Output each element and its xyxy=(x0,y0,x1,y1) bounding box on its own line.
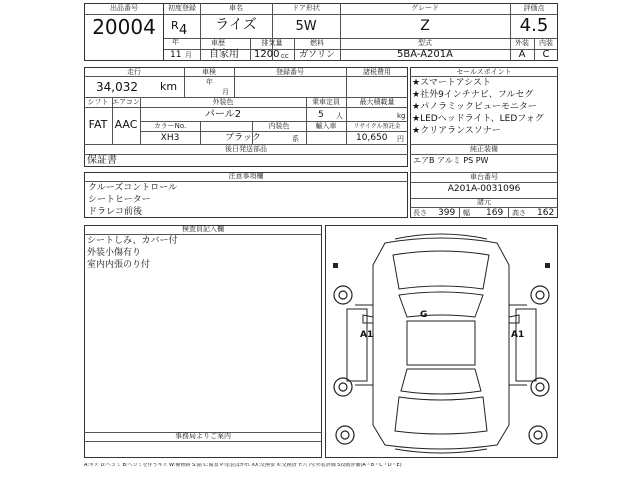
model-label: 型式 xyxy=(418,39,432,47)
ext-score: A xyxy=(518,49,526,60)
inspector-line-1: シートしみ、カバー付 xyxy=(87,236,178,246)
chassis-label: 車台番号 xyxy=(470,173,498,181)
notes-label: 注意事項欄 xyxy=(228,172,264,180)
width-value: 169 xyxy=(486,208,504,218)
grade-label: グレード xyxy=(411,4,439,12)
diagram-mark-right: A1 xyxy=(511,330,525,340)
cc-unit: cc xyxy=(281,52,289,60)
load-label: 最大積載量 xyxy=(359,98,395,106)
notes-line-2: シートヒーター xyxy=(88,195,151,205)
sales-point-3: ★パノラミックビューモニター xyxy=(412,102,537,112)
sales-point-5: ★クリアランスソナー xyxy=(412,126,501,136)
inspector-label: 検査員記入欄 xyxy=(182,225,224,233)
capacity-unit: 人 xyxy=(336,112,343,120)
sales-point-4: ★LEDヘッドライト、LEDフォグ xyxy=(412,114,544,124)
capacity-label: 乗車定員 xyxy=(312,98,340,106)
model-value: 5BA-A201A xyxy=(396,49,453,60)
inspect-value: 自家用 xyxy=(209,49,239,60)
colorno-label: カラーNo. xyxy=(153,122,187,130)
ac-label: エアコン xyxy=(112,98,140,106)
recycle-label: リサイクル預託金 xyxy=(353,123,401,130)
equipment-label: 純正装備 xyxy=(470,145,498,153)
score-label: 評価点 xyxy=(523,4,545,12)
regno-label: 登録番号 xyxy=(276,68,304,76)
year-num: 4 xyxy=(179,23,188,38)
color-value: パール2 xyxy=(204,109,242,120)
inspection-month-unit: 月 xyxy=(222,88,229,96)
kg-unit: kg xyxy=(397,112,406,120)
capacity-value: 5 xyxy=(318,110,324,120)
month-num: 11 xyxy=(170,50,182,60)
warranty-value: 保証書 xyxy=(87,155,117,166)
height-label: 高さ xyxy=(512,209,526,217)
ac-value: AAC xyxy=(114,118,138,131)
length-value: 399 xyxy=(438,208,456,218)
inspect-label: 車歴 xyxy=(211,39,225,47)
door-value: 5W xyxy=(295,19,317,34)
displacement-value: 1200 xyxy=(254,49,280,60)
lot-label: 出品番号 xyxy=(110,4,138,12)
int-score: C xyxy=(542,49,550,60)
length-label: 長さ xyxy=(413,209,427,217)
int-label: 内装 xyxy=(539,39,553,47)
recycle-unit: 円 xyxy=(397,135,404,143)
int-color-label: 内装色 xyxy=(268,122,290,130)
equipment-value: エアB アルミ PS PW xyxy=(413,156,489,165)
inspector-line-3: 室内内張のり付 xyxy=(87,260,151,270)
sales-point-2: ★社外9インチナビ、フルセグ xyxy=(412,90,534,100)
dims-label: 諸元 xyxy=(477,198,491,206)
car-name: ライズ xyxy=(215,17,257,33)
fuel-label: 燃料 xyxy=(310,39,324,47)
colorno-value: XH3 xyxy=(160,133,180,143)
height-value: 162 xyxy=(537,208,555,218)
sales-label: セールスポイント xyxy=(456,68,512,76)
lot-number: 20004 xyxy=(92,15,156,39)
width-label: 幅 xyxy=(463,209,470,217)
mileage-label: 走行 xyxy=(127,68,141,76)
grade-value: Z xyxy=(420,18,430,34)
office-label: 事務局よりご案内 xyxy=(175,432,231,440)
inspection-year-unit: 年 xyxy=(206,78,213,86)
shift-value: FAT xyxy=(88,118,108,131)
km-unit: km xyxy=(160,80,178,93)
sales-point-1: ★スマートアシスト xyxy=(412,78,491,88)
car-diagram xyxy=(325,225,558,458)
inspection-label: 車検 xyxy=(202,68,216,76)
diagram-mark-g: G xyxy=(420,310,428,320)
footer-legend: A:キズ U:ヘコミ B:ヘコミを伴うキズ W:補修跡 S:錆 C:腐食 P:塗装はがれ XX:交換要 X:交換済 Y:穴 内:外装評価 5段階評価(A・B・C・D・E) xyxy=(84,463,402,468)
fuel-value: ガソリン xyxy=(298,50,335,60)
ext-label: 外装 xyxy=(515,39,529,47)
first-reg-label: 初度登録 xyxy=(168,4,196,12)
int-color-suffix: 系 xyxy=(292,135,299,143)
year-unit: 年 xyxy=(172,38,179,46)
car-name-label: 車名 xyxy=(229,4,243,12)
notes-line-3: ドラレコ前後 xyxy=(88,207,143,217)
color-label: 外装色 xyxy=(212,98,234,106)
month-unit: 月 xyxy=(185,51,192,59)
shift-label: シフト xyxy=(87,98,109,106)
diagram-mark-left: A1 xyxy=(360,330,374,340)
score-value: 4.5 xyxy=(519,15,549,36)
mileage-value: 34,032 xyxy=(96,80,138,94)
legal-label: 諸税費用 xyxy=(363,68,391,76)
import-label: 輸入車 xyxy=(315,122,337,130)
int-color-value: ブラック xyxy=(225,133,261,143)
notes-line-1: クルーズコントロール xyxy=(88,183,178,193)
door-label: ドア形状 xyxy=(292,4,320,12)
displacement-label: 排気量 xyxy=(261,39,283,47)
chassis-value: A201A-0031096 xyxy=(447,184,521,194)
recycle-value: 10,650 xyxy=(356,133,388,143)
later-label: 後日発送部品 xyxy=(225,145,267,153)
inspector-line-2: 外装小傷有り xyxy=(87,248,142,258)
era-letter: R xyxy=(171,19,179,32)
